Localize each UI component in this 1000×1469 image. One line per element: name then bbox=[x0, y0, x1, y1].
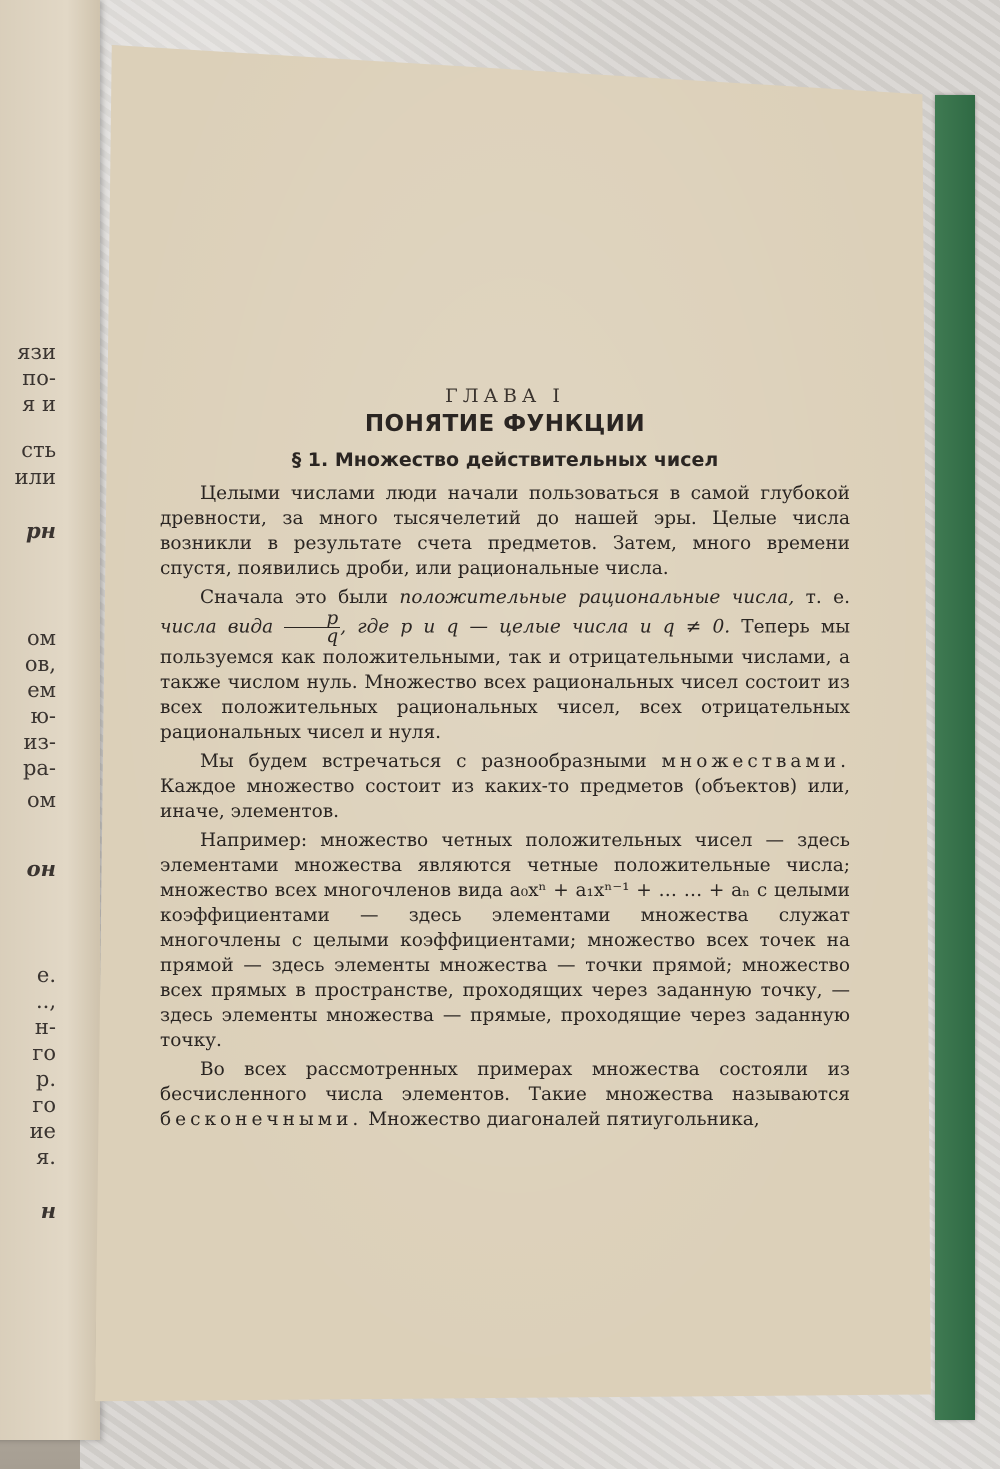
p3-spaced-term: множествами. bbox=[661, 751, 850, 772]
left-page-fragment: го bbox=[32, 1041, 56, 1065]
page-text bbox=[160, 385, 850, 1136]
p5-spaced-term: бесконечными. bbox=[160, 1109, 363, 1130]
left-page-fragment: рн bbox=[26, 518, 56, 543]
p3-text: Мы будем встречаться с разнообразными bbox=[200, 751, 662, 772]
left-page-fragment: по- bbox=[22, 366, 56, 390]
left-page-fragment: н- bbox=[34, 1015, 56, 1039]
left-page-fragment: ра- bbox=[22, 756, 56, 780]
p3-rest: Каждое множество состоит из каких-то предметов (объектов) или, иначе, элементов. bbox=[160, 776, 850, 822]
section-title: § 1. Множество действительных чисел bbox=[291, 449, 719, 471]
p5-rest: Множество диагоналей пятиугольника, bbox=[362, 1109, 760, 1130]
left-page-fragment: я. bbox=[36, 1145, 56, 1169]
left-page-fragment: ом bbox=[27, 626, 56, 650]
chapter-title: ПОНЯТИЕ ФУНКЦИИ bbox=[364, 411, 646, 437]
chapter-label: ГЛАВА I bbox=[445, 385, 565, 407]
left-page-fragment: го bbox=[32, 1093, 56, 1117]
paragraph-5 bbox=[160, 1057, 850, 1132]
left-page-fragment: н bbox=[40, 1198, 56, 1223]
left-page-fragment: или bbox=[14, 465, 56, 489]
paragraph-2 bbox=[160, 585, 850, 745]
left-page-fragment: р. bbox=[35, 1067, 56, 1091]
p5-text: Во всех рассмотренных примерах множества состояли из бесчисленного числа элементов. Такие множества называются bbox=[160, 1059, 850, 1105]
paragraph-3 bbox=[160, 749, 850, 824]
p2-form: числа вида bbox=[160, 616, 285, 638]
fraction-numerator: p bbox=[284, 610, 340, 628]
left-page-fragment: из- bbox=[23, 730, 56, 754]
left-page-fragment: я и bbox=[22, 392, 56, 416]
left-page bbox=[0, 0, 100, 1440]
left-page-fragment: .., bbox=[35, 989, 56, 1013]
p2-rest: Теперь мы пользуемся как положительными, так и отрицательными числами, а также числом нуль. Множество всех рациональных чисел состоит из всех положительных рациональных чисел, всех отрицательных рациональных чисел и нуля. bbox=[160, 616, 851, 743]
p2-te: т. е. bbox=[794, 587, 850, 608]
left-page-fragment: ов, bbox=[24, 652, 56, 676]
left-page-fragment: он bbox=[26, 856, 56, 881]
left-page-fragment: ю- bbox=[30, 704, 56, 728]
book-cover-edge bbox=[935, 95, 975, 1420]
paragraph-1: Целыми числами люди начали пользоваться в самой глубокой древности, за много тысячелетий до нашей эры. Целые числа возникли в результате счета предметов. Затем, много времени спустя, появились дроби, или рациональные числа. bbox=[160, 483, 850, 579]
p2-italic: положительные рациональные числа, bbox=[399, 587, 795, 608]
fraction-denominator: q bbox=[326, 626, 339, 647]
left-page-fragment: ем bbox=[27, 678, 56, 702]
left-page-fragment: е. bbox=[36, 963, 56, 987]
p2-text: Сначала это были bbox=[200, 587, 400, 608]
fraction-p-over-q bbox=[284, 610, 340, 645]
paragraph-4: Например: множество четных положительных чисел — здесь элементами множества являются четные положительные числа; множество всех многочленов вида a₀xⁿ + a₁xⁿ⁻¹ + … … + aₙ с целыми коэффициентами — здесь элементами множества служат многочлены с целыми коэффициентами; множество всех точек на прямой — здесь элементы множества — точки прямой; множество всех прямых в пространстве, проходящих через заданную точку, — здесь элементы множества — прямые, проходящие через заданную точку. bbox=[160, 830, 850, 1051]
left-page-fragment: язи bbox=[17, 340, 56, 364]
left-page-fragment: ом bbox=[27, 788, 56, 812]
left-page-fragment: ие bbox=[29, 1119, 56, 1143]
p2-where: , где p и q — целые числа и q ≠ 0. bbox=[340, 616, 731, 638]
left-page-fragment: сть bbox=[21, 438, 56, 462]
